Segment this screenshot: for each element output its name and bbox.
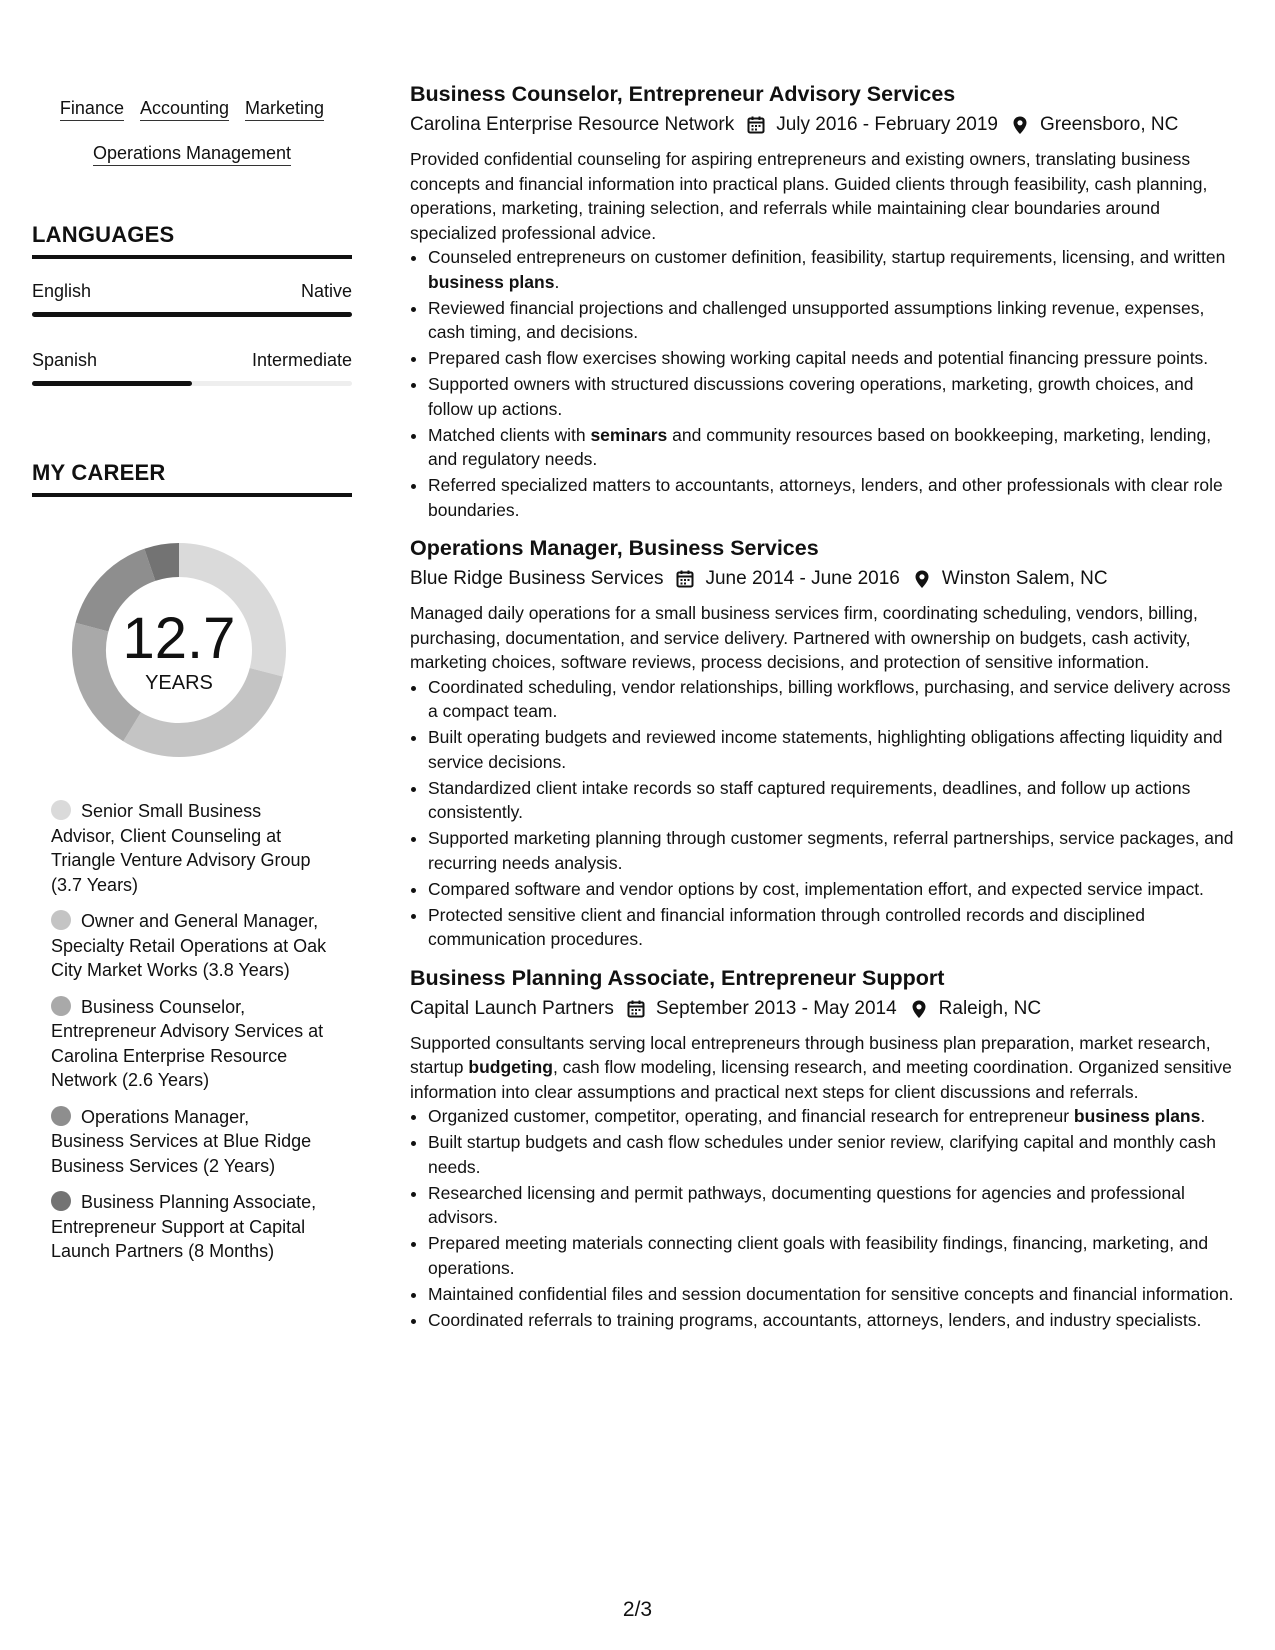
job-bullets — [410, 675, 1242, 952]
bullet-item: • Built operating budgets and reviewed income statements, highlighting obligations affecting liquidity and service decisions. — [428, 725, 1242, 774]
job-dates: July 2016 - February 2019 — [776, 114, 998, 135]
language-row — [32, 349, 352, 386]
language-proficiency-bar — [32, 381, 352, 386]
bullet-item: • Matched clients with seminars and community resources based on bookkeeping, marketing, lending, and regulatory needs. — [428, 423, 1242, 472]
job-meta — [410, 566, 1242, 592]
map-pin-icon — [1010, 115, 1030, 135]
skill-tag: Finance — [60, 97, 124, 121]
bullet-item: • Protected sensitive client and financial information through controlled records and disciplined communication procedures. — [428, 903, 1242, 952]
career-total-value: 12.7 — [122, 606, 236, 671]
bullet-item: • Built startup budgets and cash flow schedules under senior review, clarifying capital and monthly cash needs. — [428, 1130, 1242, 1179]
job-title: Business Counselor, Entrepreneur Advisory Services — [410, 82, 956, 106]
job-entry — [410, 80, 1242, 522]
legend-label: Business Planning Associate, Entrepreneur Support at Capital Launch Partners (8 Months) — [51, 1192, 317, 1261]
language-name: English — [32, 281, 92, 301]
job-summary: Provided confidential counseling for aspiring entrepreneurs and existing owners, translating business concepts and financial information into practical plans. Guided clients through feasibility, cash planning, operations, marketing, training selection, and referrals while maintaining clear boundaries around specialized professional advice. — [410, 149, 1208, 243]
language-name: Spanish — [32, 350, 98, 370]
bullet-item: • Prepared cash flow exercises showing working capital needs and potential financing pressure points. — [428, 346, 1242, 371]
language-row — [32, 280, 352, 317]
bullet-item: • Counseled entrepreneurs on customer definition, feasibility, startup requirements, licensing, and written business plans. — [428, 245, 1242, 294]
bullet-item: • Referred specialized matters to accountants, attorneys, lenders, and other professionals with clear role boundaries. — [428, 473, 1242, 522]
job-bullets — [410, 245, 1242, 522]
calendar-icon — [675, 569, 695, 589]
job-bullets — [410, 1104, 1242, 1332]
bullet-item: • Maintained confidential files and session documentation for sensitive concepts and financial information. — [428, 1282, 1242, 1307]
legend-dot — [51, 1106, 71, 1126]
legend-dot — [51, 996, 71, 1016]
job-company: Blue Ridge Business Services — [410, 568, 664, 589]
calendar-icon — [746, 115, 766, 135]
job-location: Winston Salem, NC — [941, 568, 1108, 589]
skill-tag: Accounting — [140, 97, 229, 121]
job-location: Greensboro, NC — [1039, 114, 1179, 135]
legend-item — [51, 1190, 327, 1264]
job-summary: Supported consultants serving local entrepreneurs through business plan preparation, market research, startup budgeting, cash flow modeling, licensing research, and meeting coordination. Organized sensitive information into clear assumptions and practical next steps for client discussions and referrals. — [410, 1032, 1232, 1102]
languages-heading: LANGUAGES — [32, 222, 352, 259]
job-meta — [410, 996, 1242, 1022]
skill-tag: Operations Management — [93, 142, 291, 166]
page-number: 2/3 — [622, 1598, 653, 1621]
legend-dot — [51, 910, 71, 930]
legend-dot — [51, 1191, 71, 1211]
bullet-item: • Organized customer, competitor, operating, and financial research for entrepreneur business plans. — [428, 1104, 1242, 1129]
job-dates: June 2014 - June 2016 — [705, 568, 900, 589]
job-company: Carolina Enterprise Resource Network — [410, 114, 735, 135]
language-level: Native — [300, 281, 352, 301]
skills-list — [32, 86, 352, 176]
left-column — [32, 86, 352, 1276]
bullet-item: • Supported owners with structured discussions covering operations, marketing, growth choices, and follow up actions. — [428, 372, 1242, 421]
calendar-icon — [626, 999, 646, 1019]
bullet-item: • Prepared meeting materials connecting client goals with feasibility findings, financing, marketing, and operations. — [428, 1231, 1242, 1280]
legend-label: Senior Small Business Advisor, Client Counseling at Triangle Venture Advisory Group (3.7 Years) — [51, 801, 311, 895]
legend-item — [51, 995, 327, 1093]
job-title: Operations Manager, Business Services — [410, 536, 819, 560]
language-proficiency-fill — [32, 312, 352, 317]
language-level: Intermediate — [251, 350, 352, 370]
career-donut-chart — [66, 537, 292, 763]
bullet-item: • Standardized client intake records so staff captured requirements, deadlines, and follow up actions consistently. — [428, 776, 1242, 825]
career-total-unit: YEARS — [145, 672, 213, 694]
job-location: Raleigh, NC — [938, 997, 1042, 1019]
legend-item — [51, 799, 327, 897]
experience-column — [410, 80, 1242, 1344]
bullet-item: • Researched licensing and permit pathways, documenting questions for agencies and professional advisors. — [428, 1181, 1242, 1230]
bullet-item: • Coordinated scheduling, vendor relationships, billing workflows, purchasing, and service delivery across a compact team. — [428, 675, 1242, 724]
bullet-item: • Coordinated referrals to training programs, accountants, attorneys, lenders, and industry specialists. — [428, 1308, 1242, 1333]
map-pin-icon — [912, 569, 932, 589]
career-heading: MY CAREER — [32, 460, 352, 497]
legend-label: Business Counselor, Entrepreneur Advisory Services at Carolina Enterprise Resource Network (2.6 Years) — [51, 996, 324, 1090]
bullet-item: • Compared software and vendor options by cost, implementation effort, and expected service impact. — [428, 877, 1242, 902]
legend-item — [51, 1105, 327, 1179]
language-proficiency-fill — [32, 381, 192, 386]
job-entry — [410, 964, 1242, 1333]
job-company: Capital Launch Partners — [410, 997, 614, 1019]
language-proficiency-bar — [32, 312, 352, 317]
career-legend — [51, 799, 327, 1264]
bullet-item: • Reviewed financial projections and challenged unsupported assumptions linking revenue, expenses, cash timing, and decisions. — [428, 296, 1242, 345]
legend-dot — [51, 800, 71, 820]
map-pin-icon — [909, 999, 929, 1019]
job-meta — [410, 112, 1242, 138]
legend-label: Operations Manager, Business Services at Blue Ridge Business Services (2 Years) — [51, 1106, 312, 1176]
legend-item — [51, 909, 327, 983]
job-title: Business Planning Associate, Entrepreneur Support — [410, 965, 945, 990]
job-entry — [410, 534, 1242, 952]
bullet-item: • Supported marketing planning through customer segments, referral partnerships, service packages, and recurring needs analysis. — [428, 826, 1242, 875]
job-summary: Managed daily operations for a small business services firm, coordinating scheduling, vendors, billing, purchasing, documentation, and service delivery. Partnered with ownership on budgets, cash activity, marketing choices, software reviews, process decisions, and protection of sensitive information. — [410, 603, 1198, 672]
skill-tag: Marketing — [245, 97, 324, 121]
job-dates: September 2013 - May 2014 — [655, 997, 897, 1019]
legend-label: Owner and General Manager, Specialty Retail Operations at Oak City Market Works (3.8 Years) — [51, 911, 327, 980]
